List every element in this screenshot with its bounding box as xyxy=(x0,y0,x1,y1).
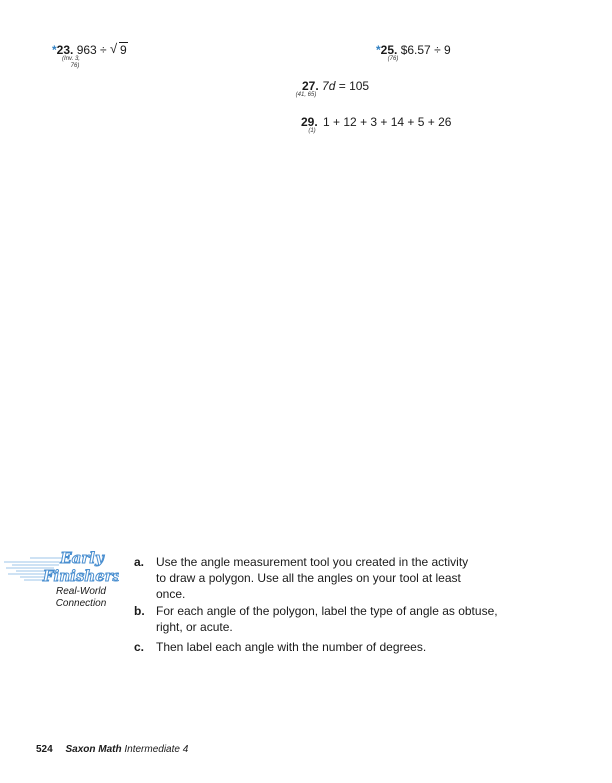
page-number: 524 xyxy=(36,744,53,755)
problem-expression: 963 ÷ xyxy=(76,43,107,57)
early-finishers-logo xyxy=(4,548,119,586)
book-subtitle: Intermediate 4 xyxy=(124,744,189,755)
task-text: For each angle of the polygon, label the type of angle as obtuse, right, or acute. xyxy=(156,604,498,634)
logo-line1: Early xyxy=(60,549,104,567)
square-root xyxy=(110,43,128,57)
problem-number: 23. xyxy=(56,43,74,57)
lesson-reference: (76) xyxy=(387,56,399,62)
problem-number: 25. xyxy=(380,43,398,57)
problem-29 xyxy=(301,115,451,129)
logo-line2: Finishers xyxy=(42,567,119,585)
problem-expression: $6.57 ÷ 9 xyxy=(400,43,451,57)
task-letter: c. xyxy=(134,640,145,654)
problem-number: 29. xyxy=(301,115,318,129)
problem-27 xyxy=(302,79,369,93)
page-footer xyxy=(36,744,188,756)
star-marker: * xyxy=(52,43,57,57)
radical-sign: √ xyxy=(110,41,118,56)
book-title: Saxon Math xyxy=(65,744,122,755)
problem-expression: 1 + 12 + 3 + 14 + 5 + 26 xyxy=(323,115,452,129)
problem-23 xyxy=(52,43,128,57)
task-text: Use the angle measurement tool you created in the activity to draw a polygon. Use all the angles on your tool at least once. xyxy=(156,555,469,601)
radicand: 9 xyxy=(120,43,127,57)
lesson-reference: (1) xyxy=(308,128,316,134)
task-letter: a. xyxy=(134,555,145,569)
lesson-reference: (41, 65) xyxy=(295,92,317,98)
task-letter: b. xyxy=(134,604,145,618)
problem-expression: = 105 xyxy=(338,79,370,93)
problem-25 xyxy=(376,43,451,57)
star-marker: * xyxy=(376,43,381,57)
problem-number: 27. xyxy=(302,79,319,93)
early-finishers-subtitle: Real-World Connection xyxy=(55,586,107,609)
lesson-reference: (Inv. 3, 76) xyxy=(62,56,80,69)
problem-variable: 7d xyxy=(322,79,336,93)
task-text: Then label each angle with the number of degrees. xyxy=(156,640,427,654)
